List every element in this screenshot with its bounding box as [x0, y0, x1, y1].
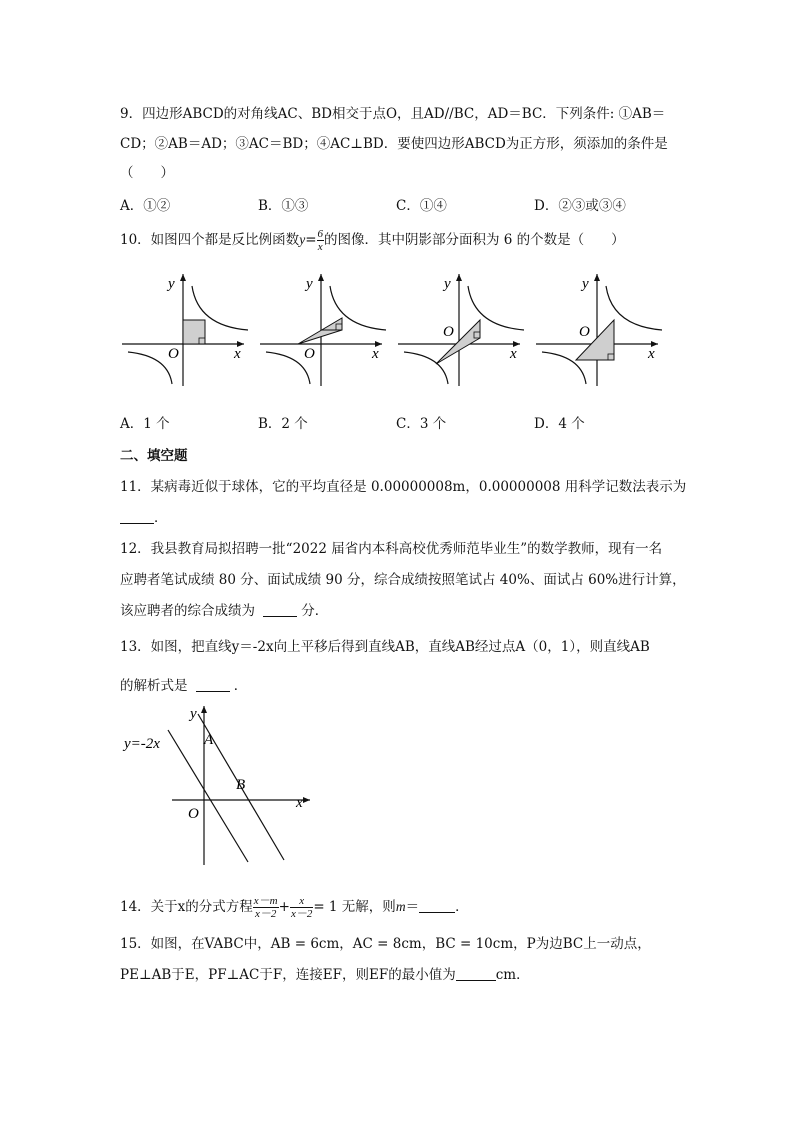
q9-line3: （ ） — [120, 165, 174, 181]
q11-end: ． — [154, 510, 168, 526]
q10-stem — [120, 226, 625, 254]
q13-line2-post: ． — [233, 678, 248, 694]
q15-line2-post: cm． — [495, 967, 530, 983]
q10-g1-x-label: x — [234, 346, 241, 362]
q10-graph-1 — [120, 268, 250, 388]
q9-option-c: C．①④ — [396, 198, 447, 214]
q9-line2: CD；②AB＝AD；③AC＝BD；④AC⊥BD．要使四边形ABCD为正方形，须添加的条件是 — [120, 136, 668, 152]
q10-g1-o-label: O — [168, 346, 179, 362]
q9-option-d: D．②③或③④ — [534, 198, 626, 214]
q10-graph-2 — [258, 268, 388, 388]
q9-option-b: B．①③ — [258, 198, 309, 214]
q15-line2-pre: PE⊥AB于E，PF⊥AC于F，连接EF，则EF的最小值为 — [120, 967, 456, 983]
q13-eq-label: y=-2x — [124, 736, 160, 752]
q9-option-a: A．①② — [120, 198, 171, 214]
q10-g3-x-label: x — [510, 346, 517, 362]
q13-x-label: x — [296, 795, 303, 811]
q14-prefix: 14．关于x的分式方程 — [120, 899, 253, 915]
q10-g2-o-label: O — [304, 346, 315, 362]
q14-eq1: = 1 无解，则 — [313, 899, 396, 915]
q13-y-label: y — [190, 706, 197, 722]
q11-line2 — [120, 508, 168, 528]
q13-line2 — [120, 676, 247, 696]
q10-g3-y-label: y — [444, 276, 451, 292]
q10-option-c: C．3 个 — [396, 416, 447, 432]
q10-g1-y-label: y — [168, 276, 175, 292]
q12-line1: 12．我县教育局拟招聘一批“2022 届省内本科高校优秀师范毕业生”的数学教师，现有一名 — [120, 541, 663, 557]
q10-eq: = — [305, 232, 317, 248]
q15-line2 — [120, 965, 530, 985]
q11-answer-blank[interactable] — [120, 509, 154, 524]
q13-line2-pre: 的解析式是 — [120, 678, 188, 694]
q10-option-a: A．1 个 — [120, 416, 170, 432]
q14-plus: + — [278, 899, 290, 915]
q13-line1: 13．如图，把直线y＝-2x向上平移后得到直线AB，直线AB经过点A（0，1），则直线AB — [120, 639, 650, 655]
q13-b-label: B — [236, 777, 246, 793]
q14-fraction-1 — [253, 895, 279, 920]
q12-line3-pre: 该应聘者的综合成绩为 — [120, 603, 255, 619]
q13-a-label: A — [204, 732, 214, 748]
section-heading: 二、填空题 — [120, 448, 188, 464]
q15-answer-blank[interactable] — [456, 966, 496, 981]
q10-option-b: B．2 个 — [258, 416, 308, 432]
q10-g2-y-label: y — [306, 276, 313, 292]
q15-line1: 15．如图，在VABC中，AB = 6cm，AC = 8cm，BC = 10cm，P为边BC上一动点， — [120, 936, 651, 952]
q14-fraction-2 — [290, 895, 313, 920]
q12-line3 — [120, 601, 328, 621]
q14-f2-den: x－2 — [290, 908, 313, 920]
q10-graph-4 — [534, 268, 664, 388]
q10-prefix: 10．如图四个都是反比例函数 — [120, 232, 300, 248]
q14-line — [120, 892, 469, 922]
q10-g4-x-label: x — [648, 346, 655, 362]
q10-g4-o-label: O — [579, 324, 590, 340]
q13-answer-blank[interactable] — [196, 677, 230, 692]
q12-answer-blank[interactable] — [263, 602, 297, 617]
q10-func-y: y — [299, 232, 306, 247]
q9-line1: 9．四边形ABCD的对角线AC、BD相交于点O，且AD//BC，AD＝BC．下列条件: ①AB＝ — [120, 106, 666, 122]
q14-end: ． — [455, 899, 469, 915]
q10-suffix: 的图像．其中阴影部分面积为 6 的个数是（ ） — [324, 232, 625, 248]
q12-line3-post: 分． — [301, 603, 329, 619]
q10-graph-3 — [396, 268, 526, 388]
q13-graph — [120, 700, 320, 870]
q10-fraction — [317, 228, 325, 253]
q14-f1-num: x－m — [253, 895, 278, 907]
q10-g4-y-label: y — [582, 276, 589, 292]
q11-line1: 11．某病毒近似于球体，它的平均直径是 0.00000008m，0.00000008 用科学记数法表示为 — [120, 479, 687, 495]
q10-frac-num: 6 — [317, 228, 323, 240]
q10-g3-o-label: O — [443, 324, 454, 340]
q12-line2: 应聘者笔试成绩 80 分、面试成绩 90 分，综合成绩按照笔试占 40%、面试占 60%进行计算， — [120, 572, 686, 588]
q14-f1-den: x－2 — [255, 908, 277, 920]
q14-eq2: ＝ — [405, 899, 420, 915]
q10-option-d: D．4 个 — [534, 416, 585, 432]
q13-o-label: O — [188, 806, 199, 822]
q10-frac-den: x — [317, 241, 323, 253]
q10-g2-x-label: x — [372, 346, 379, 362]
q14-answer-blank[interactable] — [419, 898, 455, 913]
q14-f2-num: x — [290, 895, 313, 908]
q14-m: m — [395, 899, 406, 914]
